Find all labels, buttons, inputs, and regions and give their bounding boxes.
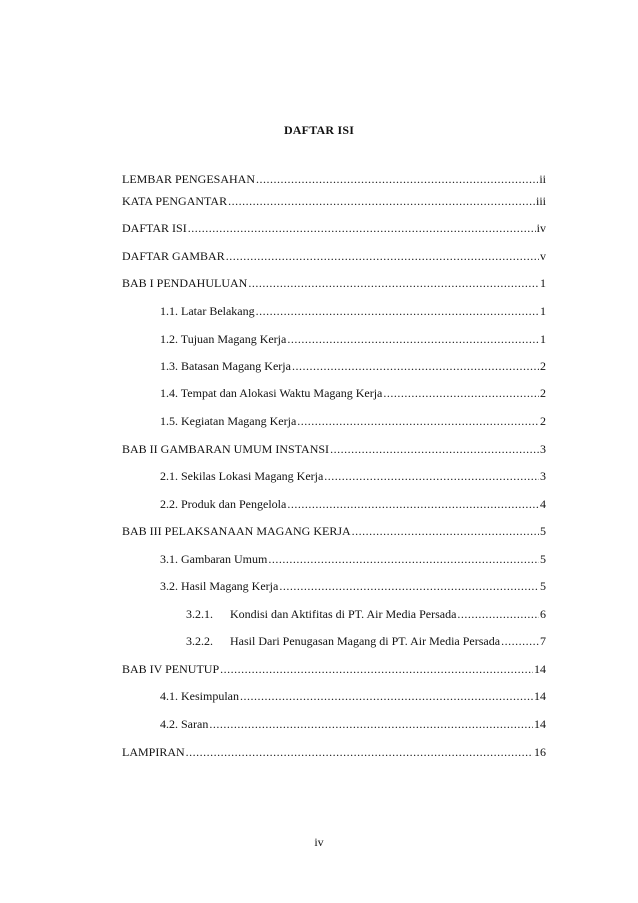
toc-entry-label: BAB III PELAKSANAAN MAGANG KERJA [122, 524, 351, 538]
toc-entry-label: Kondisi dan Aktifitas di PT. Air Media Persada [230, 607, 457, 621]
toc-entry-bab-2 [122, 442, 546, 456]
toc-entry-number: 4.1. [160, 689, 178, 703]
toc-entry-4-1 [160, 689, 546, 703]
toc-entry-lembar-pengesahan [122, 172, 546, 186]
page-number: iv [314, 835, 324, 849]
toc-entry-1-4 [160, 386, 546, 400]
toc-entry-label: Gambaran Umum [181, 552, 268, 566]
toc-entry-4-2 [160, 717, 546, 731]
toc-entry-page: 5 [540, 552, 546, 566]
toc-entry-1-2 [160, 332, 546, 346]
toc-entry-label: Batasan Magang Kerja [181, 359, 291, 373]
toc-entry-1-3 [160, 359, 546, 373]
toc-entry-2-1 [160, 469, 546, 483]
toc-entry-page: 6 [540, 607, 546, 621]
toc-entry-number: 3.1. [160, 552, 178, 566]
toc-entry-3-2-2 [186, 634, 546, 648]
toc-entry-1-5 [160, 414, 546, 428]
toc-entry-label: LEMBAR PENGESAHAN [122, 172, 256, 186]
toc-entry-label: Hasil Magang Kerja [181, 579, 279, 593]
toc-entry-lampiran [122, 745, 546, 759]
toc-entry-number: 3.2.1. [186, 607, 213, 621]
toc-entry-page: 1 [540, 276, 546, 290]
toc-entry-label: Produk dan Pengelola [181, 497, 287, 511]
toc-entry-page: 5 [540, 579, 546, 593]
toc-entry-3-2 [160, 579, 546, 593]
toc-entry-page: 1 [540, 332, 546, 346]
toc-entry-label: Sekilas Lokasi Magang Kerja [181, 469, 324, 483]
toc-entry-number: 1.1. [160, 304, 178, 318]
toc-entry-daftar-isi [122, 221, 546, 235]
toc-entry-page: 3 [540, 469, 546, 483]
toc-entry-page: 14 [534, 717, 546, 731]
toc-entry-number: 3.2. [160, 579, 178, 593]
toc-entry-label: BAB II GAMBARAN UMUM INSTANSI [122, 442, 330, 456]
toc-entry-label: Saran [181, 717, 209, 731]
page-title: DAFTAR ISI [283, 123, 355, 137]
toc-entry-number: 1.2. [160, 332, 178, 346]
toc-entry-bab-1 [122, 276, 546, 290]
toc-entry-number: 2.1. [160, 469, 178, 483]
toc-entry-page: 2 [540, 359, 546, 373]
toc-entry-page: 4 [540, 497, 546, 511]
toc-entry-page: 16 [534, 745, 546, 759]
toc-entry-page: 1 [540, 304, 546, 318]
toc-entry-page: 7 [540, 634, 546, 648]
toc-entry-label: LAMPIRAN [122, 745, 185, 759]
toc-entry-page: 3 [540, 442, 546, 456]
toc-entry-page: 5 [540, 524, 546, 538]
toc-entry-page: iii [535, 194, 546, 208]
toc-entry-page: 2 [540, 414, 546, 428]
toc-entry-number: 2.2. [160, 497, 178, 511]
toc-entry-number: 1.3. [160, 359, 178, 373]
toc-entry-label: DAFTAR GAMBAR [122, 249, 225, 263]
toc-entry-label: Kesimpulan [181, 689, 239, 703]
toc-entry-3-2-1 [186, 607, 546, 621]
toc-entry-number: 1.5. [160, 414, 178, 428]
toc-entry-number: 4.2. [160, 717, 178, 731]
toc-entry-page: 2 [540, 386, 546, 400]
toc-entry-bab-4 [122, 662, 546, 676]
toc-entry-label: Kegiatan Magang Kerja [181, 414, 297, 428]
toc-entry-page: 14 [534, 689, 546, 703]
toc-entry-daftar-gambar [122, 249, 546, 263]
toc-entry-2-2 [160, 497, 546, 511]
toc-entry-page: ii [539, 172, 546, 186]
toc-entry-1-1 [160, 304, 546, 318]
toc-entry-label: KATA PENGANTAR [122, 194, 228, 208]
toc-entry-label: Hasil Dari Penugasan Magang di PT. Air Media Persada [230, 634, 501, 648]
toc-entry-page: iv [536, 221, 546, 235]
toc-entry-label: Tempat dan Alokasi Waktu Magang Kerja [180, 386, 383, 400]
toc-entry-label: Latar Belakang [181, 304, 255, 318]
toc-entry-page: 14 [534, 662, 546, 676]
toc-entry-label: BAB I PENDAHULUAN [122, 276, 248, 290]
toc-entry-label: DAFTAR ISI [122, 221, 187, 235]
toc-entry-label: Tujuan Magang Kerja [180, 332, 287, 346]
toc-entry-3-1 [160, 552, 546, 566]
toc-entry-number: 3.2.2. [186, 634, 213, 648]
toc-entry-page: v [540, 249, 546, 263]
toc-entry-kata-pengantar [122, 194, 546, 208]
toc-entry-label: BAB IV PENUTUP [122, 662, 220, 676]
toc-entry-bab-3 [122, 524, 546, 538]
toc-entry-number: 1.4. [160, 386, 178, 400]
